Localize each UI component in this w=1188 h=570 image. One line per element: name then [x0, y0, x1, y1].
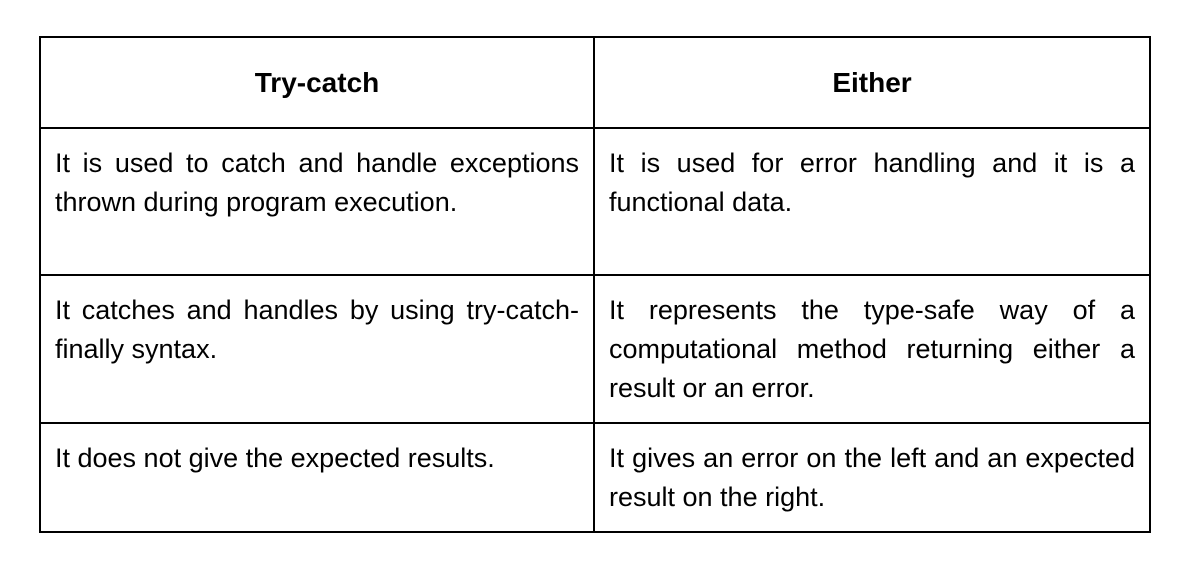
header-row [40, 37, 1150, 128]
table-cell-try-catch: It catches and handles by using try-catch-finally syntax. [40, 275, 594, 423]
table-cell-either: It gives an error on the left and an expected result on the right. [594, 423, 1150, 532]
table-row [40, 275, 1150, 423]
table-cell-try-catch: It does not give the expected results. [40, 423, 594, 532]
table-row [40, 128, 1150, 275]
comparison-table [39, 36, 1151, 533]
table-cell-either: It is used for error handling and it is a functional data. [594, 128, 1150, 275]
table-row [40, 423, 1150, 532]
table-cell-try-catch: It is used to catch and handle exceptions thrown during program execution. [40, 128, 594, 275]
table-cell-either: It represents the type-safe way of a computational method returning either a result or an error. [594, 275, 1150, 423]
header-either: Either [594, 37, 1150, 128]
header-try-catch: Try-catch [40, 37, 594, 128]
